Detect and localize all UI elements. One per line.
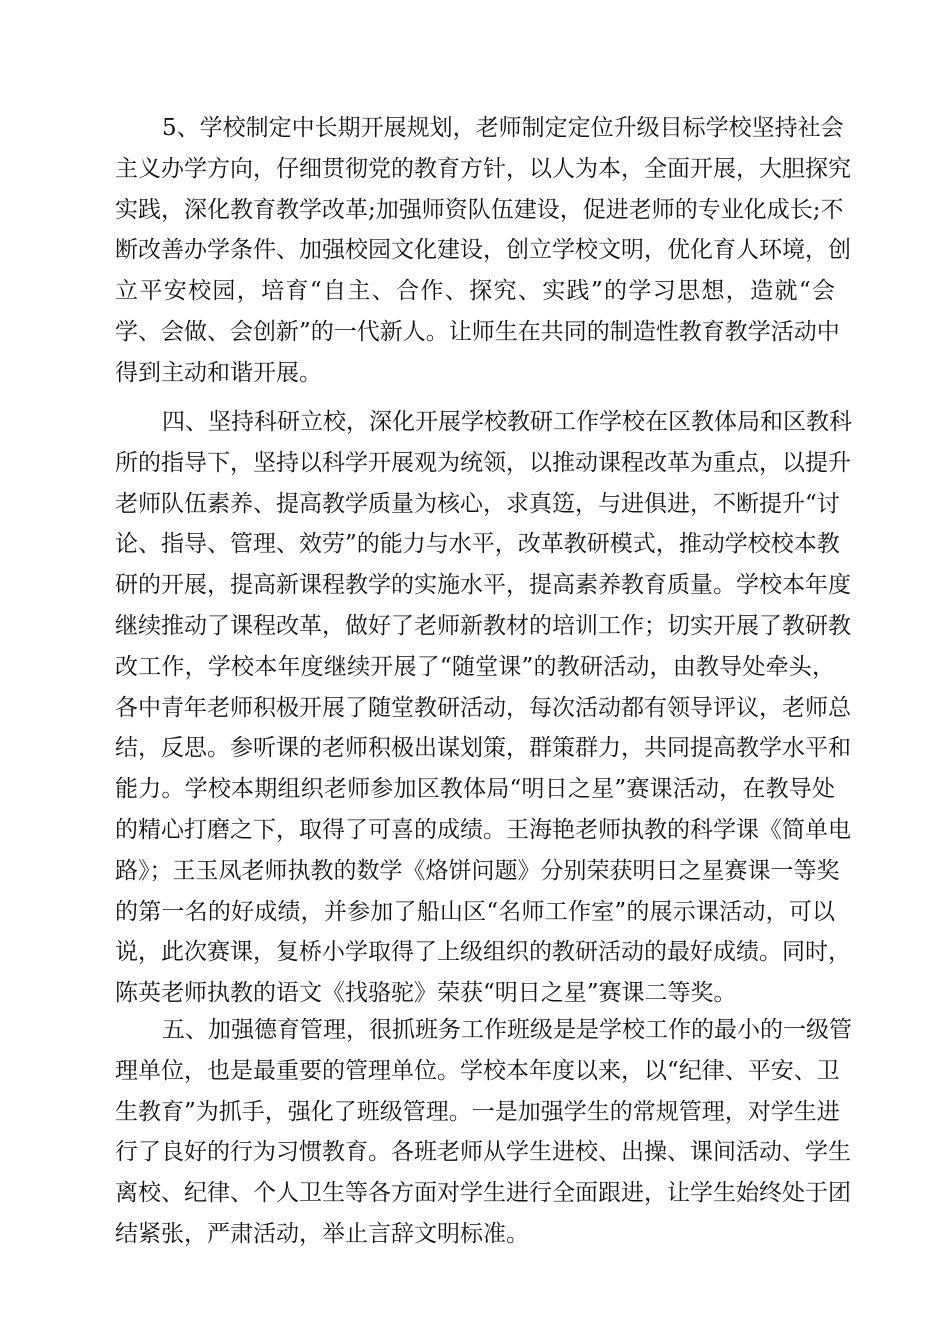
paragraph-line: 实践，深化教育教学改革;加强师资队伍建设，促进老师的专业化成长;不: [115, 196, 844, 223]
paragraph-line: 说，此次赛课，复桥小学取得了上级组织的教研活动的最好成绩。同时，: [115, 939, 851, 966]
paragraph-line: 老师队伍素养、提高教学质量为核心，求真笾，与进俱进，不断提升“讨: [115, 490, 840, 517]
paragraph-line: 改工作，学校本年度继续开展了“随堂课”的教研活动，由教导处牵头，: [115, 653, 835, 680]
paragraph-line: 学、会做、会创新”的一代新人。让师生在共同的制造性教育教学活动中: [115, 318, 840, 345]
paragraph-line: 离校、纪律、个人卫生等各方面对学生进行全面跟进，让学生始终处于团: [115, 1180, 851, 1207]
paragraph-line: 五、加强德育管理，很抓班务工作班级是是学校工作的最小的一级管: [162, 1017, 852, 1043]
paragraph-line: 结，反思。参听课的老师积极出谋划策，群策群力，共同提高教学水平和: [115, 735, 851, 762]
paragraph-line: 得到主动和谐开展。: [115, 359, 322, 386]
paragraph-line: 的第一名的好成绩，并参加了船山区“名师工作室”的展示课活动，可以: [115, 898, 835, 925]
paragraph-line: 结紧张，严肃活动，举止言辞文明标准。: [115, 1220, 529, 1247]
paragraph-line: 继续推动了课程改革，做好了老师新教材的培训工作；切实开展了教研教: [115, 612, 851, 639]
paragraph-line: 的精心打磨之下，取得了可喜的成绩。王海艳老师执教的科学课《简单电: [115, 816, 851, 843]
paragraph-moral-education: [115, 1010, 852, 1255]
paragraph-line: 理单位，也是最重要的管理单位。学校本年度以来，以“纪律、平安、卫: [115, 1057, 840, 1084]
paragraph-line: 生教育”为抓手，强化了班级管理。一是加强学生的常规管理，对学生进: [115, 1098, 840, 1125]
paragraph-research: [115, 402, 852, 1014]
paragraph-line: 断改善办学条件、加强校园文化建设，创立学校文明，优化育人环境，创: [115, 237, 851, 264]
paragraph-line: 陈英老师执教的语文《找骆驼》荣获“明日之星”赛课二等奖。: [115, 980, 737, 1007]
paragraph-line: 研的开展，提高新课程教学的实施水平，提高素养教育质量。学校本年度: [115, 572, 851, 599]
paragraph-line: 主义办学方向，仔细贯彻党的教育方针，以人为本，全面开展，大胆探究: [115, 155, 851, 182]
paragraph-line: 行了良好的行为习惯教育。各班老师从学生进校、出操、课间活动、学生: [115, 1139, 851, 1166]
paragraph-school-planning: [115, 108, 851, 394]
paragraph-line: 路》；王玉凤老师执教的数学《烙饼问题》分别荣获明日之星赛课一等奖: [115, 857, 840, 884]
paragraph-line: 论、指导、管理、效劳”的能力与水平，改革教研模式，推动学校校本教: [115, 531, 840, 558]
paragraph-line: 所的指导下，坚持以科学开展观为统领，以推动课程改革为重点，以提升: [115, 449, 851, 476]
paragraph-line: 5、学校制定中长期开展规划，老师制定定位升级目标学校坚持社会: [162, 115, 844, 141]
paragraph-line: 各中青年老师积极开展了随堂教研活动，每次活动都有领导评议，老师总: [115, 694, 851, 721]
paragraph-line: 四、坚持科研立校，深化开展学校教研工作学校在区教体局和区教科: [162, 409, 852, 435]
paragraph-line: 能力。学校本期组织老师参加区教体局“明日之星”赛课活动，在教导处: [115, 776, 835, 803]
paragraph-line: 立平安校园，培育“自主、合作、探究、实践”的学习思想，造就“会: [115, 278, 835, 305]
